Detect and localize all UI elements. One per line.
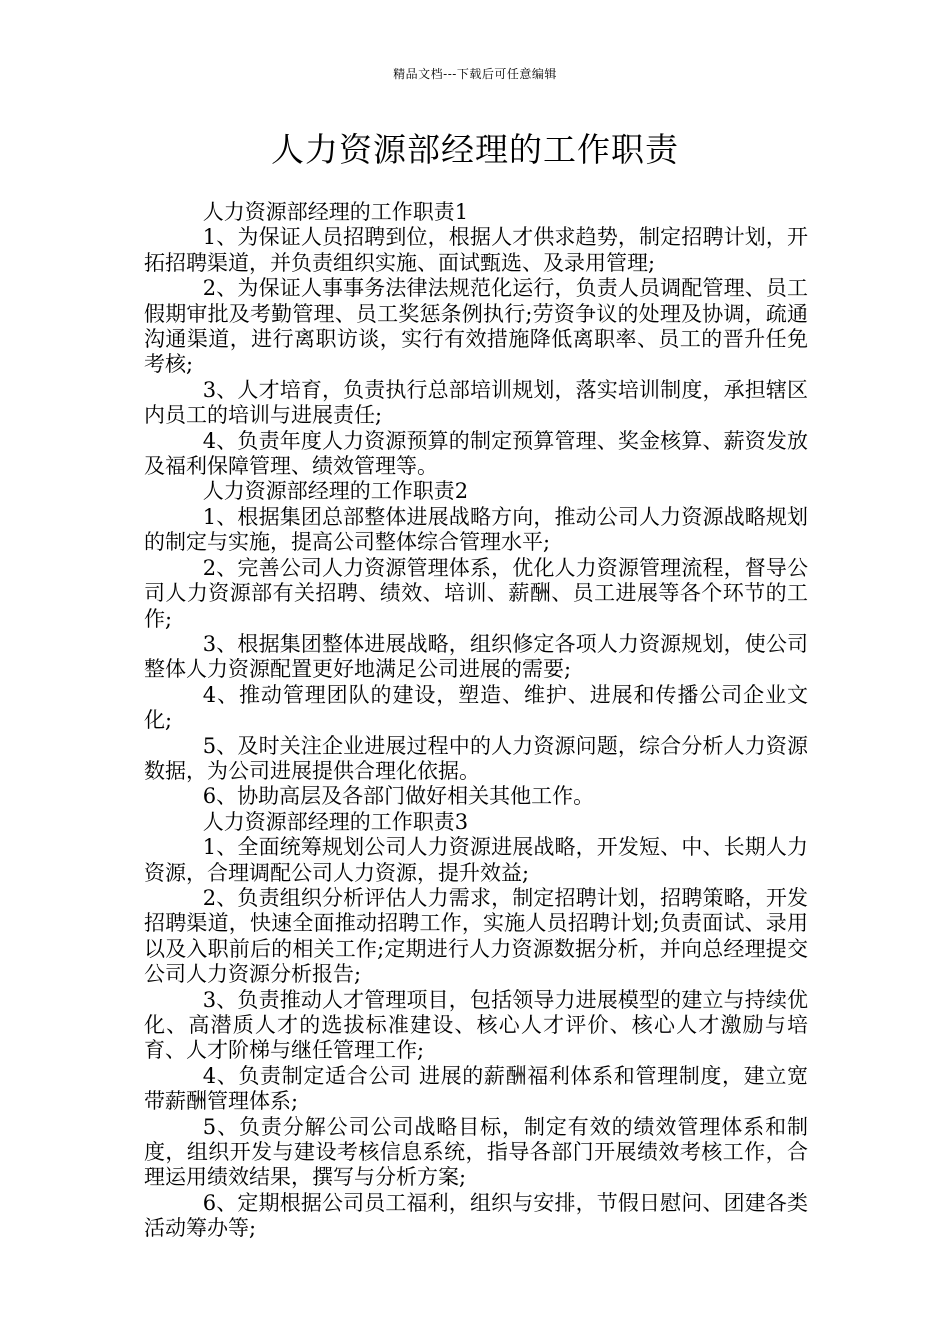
section-heading-3: 人力资源部经理的工作职责3 bbox=[202, 809, 469, 834]
duty-item: 1、为保证人员招聘到位，根据人才供求趋势，制定招聘计划，开拓招聘渠道，并负责组织实施、面试甄选、及录用管理; bbox=[144, 225, 808, 275]
section-heading-2: 人力资源部经理的工作职责2 bbox=[202, 479, 469, 504]
duty-item: 2、为保证人事事务法律法规范化运行，负责人员调配管理、员工假期审批及考勤管理、员工奖惩条例执行;劳资争议的处理及协调，疏通沟通渠道，进行离职访谈，实行有效措施降低离职率、员工的晋升任免考核; bbox=[144, 276, 808, 377]
duty-item: 1、根据集团总部整体进展战略方向，推动公司人力资源战略规划的制定与实施，提高公司整体综合管理水平; bbox=[144, 504, 808, 555]
duty-item: 3、人才培育，负责执行总部培训规划，落实培训制度，承担辖区内员工的培训与进展责任; bbox=[144, 377, 808, 428]
duty-item: 3、负责推动人才管理项目，包括领导力进展模型的建立与持续优化、高潜质人才的选拔标准建设、核心人才评价、核心人才激励与培育、人才阶梯与继任管理工作; bbox=[144, 987, 808, 1063]
duty-item: 1、全面统筹规划公司人力资源进展战略，开发短、中、长期人力资源，合理调配公司人力资源，提升效益; bbox=[144, 835, 808, 885]
duty-item: 2、完善公司人力资源管理体系，优化人力资源管理流程，督导公司人力资源部有关招聘、绩效、培训、薪酬、员工进展等各个环节的工作; bbox=[144, 555, 808, 631]
header-note: 精品文档---下载后可任意编辑 bbox=[393, 67, 557, 81]
duty-item: 4、负责年度人力资源预算的制定预算管理、奖金核算、薪资发放及福利保障管理、绩效管理等。 bbox=[144, 428, 808, 479]
document-title: 人力资源部经理的工作职责 bbox=[271, 130, 679, 169]
duty-item: 5、负责分解公司公司战略目标，制定有效的绩效管理体系和制度，组织开发与建设考核信息系统，指导各部门开展绩效考核工作，合理运用绩效结果，撰写与分析方案; bbox=[144, 1114, 808, 1190]
duty-item: 3、根据集团整体进展战略，组织修定各项人力资源规划，使公司整体人力资源配置更好地满足公司进展的需要; bbox=[144, 631, 808, 682]
document-body bbox=[144, 200, 808, 1242]
duty-item: 4、负责制定适合公司 进展的薪酬福利体系和管理制度，建立宽带薪酬管理体系; bbox=[144, 1063, 808, 1114]
duty-item: 6、协助高层及各部门做好相关其他工作。 bbox=[202, 784, 595, 809]
section-heading-1: 人力资源部经理的工作职责1 bbox=[202, 200, 469, 224]
duty-item: 2、负责组织分析评估人力需求，制定招聘计划，招聘策略，开发招聘渠道，快速全面推动招聘工作，实施人员招聘计划;负责面试、录用以及入职前后的相关工作;定期进行人力资源数据分析，并向总经理提交公司人力资源分析报告; bbox=[144, 885, 808, 987]
duty-item: 6、定期根据公司员工福利，组织与安排，节假日慰问、团建各类活动筹办等; bbox=[144, 1190, 808, 1241]
duty-item: 4、推动管理团队的建设，塑造、维护、进展和传播公司企业文化; bbox=[144, 682, 808, 733]
duty-item: 5、及时关注企业进展过程中的人力资源问题，综合分析人力资源数据，为公司进展提供合理化依据。 bbox=[144, 733, 808, 783]
